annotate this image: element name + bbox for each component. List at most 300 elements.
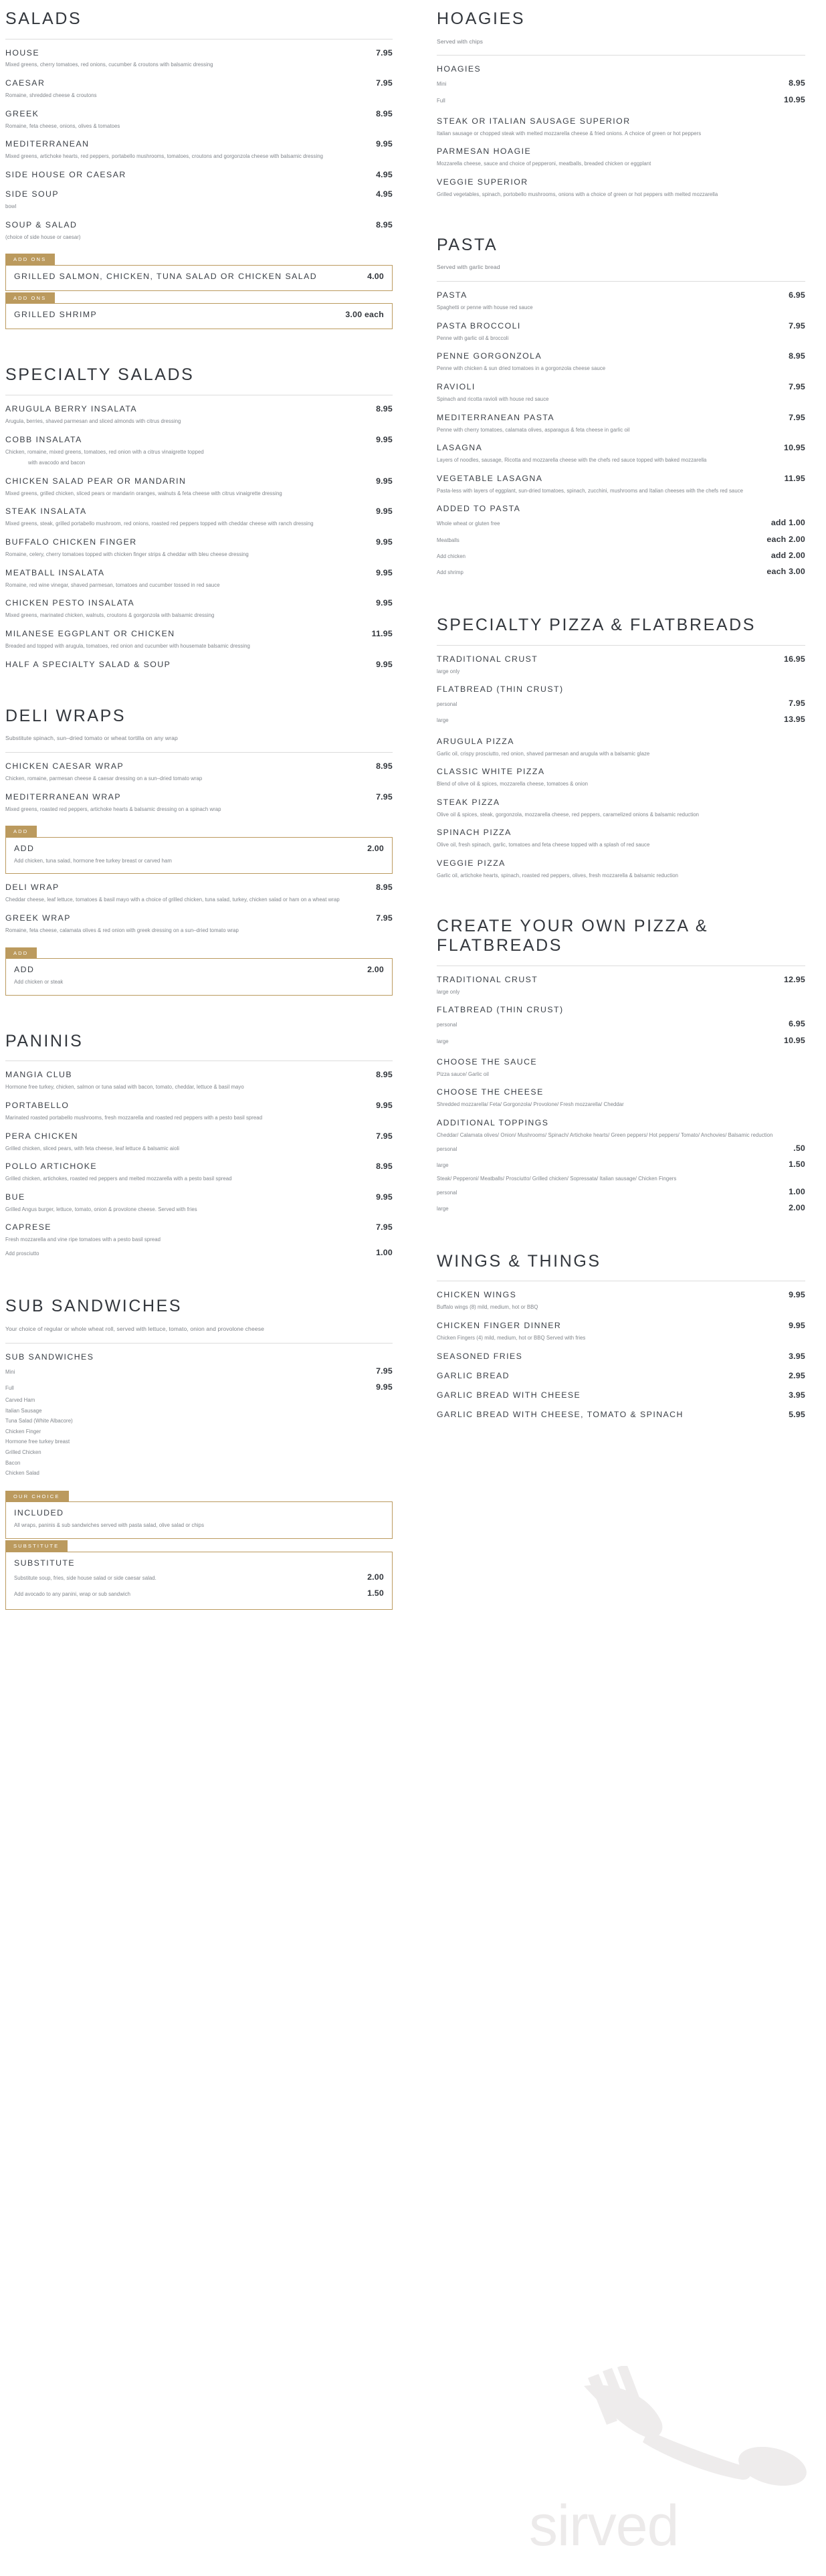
item-price: 11.95 xyxy=(784,473,805,483)
item-price: 8.95 xyxy=(376,883,393,893)
item-description: Hormone free turkey, chicken, salmon or tuna salad with bacon, tomato, cheddar, lettuce & basil mayo xyxy=(5,1084,244,1091)
menu-item[interactable] xyxy=(437,434,805,465)
item-price: 7.95 xyxy=(789,381,805,391)
item-description: Chicken, romaine, mixed greens, tomatoes, red onion with a citrus vinaigrette topped xyxy=(5,448,204,455)
substitute-line xyxy=(14,1569,384,1585)
item-name: MEDITERRANEAN xyxy=(5,139,90,149)
item-name: CAESAR xyxy=(5,78,45,88)
menu-item[interactable] xyxy=(437,108,805,139)
substitute-price: 2.00 xyxy=(367,1572,384,1582)
item-name: SIDE SOUP xyxy=(5,189,60,199)
item-description: Cheddar cheese, leaf lettuce, tomatoes & basil mayo with a choice of grilled chicken, tuna salad, turkey, chicken salad or ham on a wheat wrap xyxy=(5,897,340,903)
size-price: 7.95 xyxy=(376,1366,393,1376)
item-name: CHICKEN WINGS xyxy=(437,1290,517,1300)
item-name: TRADITIONAL CRUST xyxy=(437,654,538,664)
menu-item[interactable] xyxy=(437,373,805,404)
item-name: PASTA xyxy=(437,290,468,300)
item-price: 9.95 xyxy=(789,1290,805,1300)
item-name: CHICKEN PESTO INSALATA xyxy=(5,598,135,608)
item-name: PERA CHICKEN xyxy=(5,1131,78,1141)
item-description: Chicken, romaine, parmesan cheese & caesar dressing on a sun–dried tomato wrap xyxy=(5,775,203,781)
item-name: PENNE GORGONZOLA xyxy=(437,351,542,361)
item-description: Romaine, feta cheese, onions, olives & tomatoes xyxy=(5,122,120,129)
item-description: Penne with chicken & sun dried tomatoes in a gorgonzola cheese sauce xyxy=(437,365,606,372)
item-name: ARUGULA PIZZA xyxy=(437,736,514,746)
substitute-price: 1.50 xyxy=(367,1588,384,1598)
item-description: Mixed greens, artichoke hearts, red peppers, portabello mushrooms, tomatoes, croutons and gorgonzola cheese with balsamic dressing xyxy=(5,153,323,160)
menu-item[interactable] xyxy=(437,1343,805,1362)
option-price: 1.00 xyxy=(376,1248,393,1258)
item-option-row xyxy=(5,1245,393,1261)
item-name: GARLIC BREAD xyxy=(437,1370,510,1380)
callout-tag: ADD xyxy=(5,947,37,959)
item-description: (choice of side house or caesar) xyxy=(5,234,81,240)
section-paninis xyxy=(5,1022,393,1261)
item-name: ADDED TO PASTA xyxy=(437,504,521,514)
menu-item[interactable] xyxy=(14,965,384,987)
option-label: Add prosciutto xyxy=(5,1251,39,1257)
item-name: SEASONED FRIES xyxy=(437,1351,523,1361)
item-name: GRILLED SHRIMP xyxy=(14,310,98,320)
item-price: 7.95 xyxy=(376,913,393,923)
size-label: Full xyxy=(437,97,445,104)
item-description: Garlic oil, artichoke hearts, spinach, roasted red peppers, olives, fresh mozzarella & balsamic reduction xyxy=(437,872,679,879)
item-description: Penne with garlic oil & broccoli xyxy=(437,335,509,341)
item-name: VEGGIE SUPERIOR xyxy=(437,177,528,187)
addon-line xyxy=(437,515,805,531)
item-name: RAVIOLI xyxy=(437,381,476,391)
item-price: 9.95 xyxy=(376,476,393,486)
item-price: 2.00 xyxy=(367,965,384,975)
topping-size-row xyxy=(437,1140,805,1156)
menu-item[interactable] xyxy=(14,310,384,320)
addon-line xyxy=(437,531,805,547)
item-description: large only xyxy=(437,668,460,674)
callout-tag: SUBSTITUTE xyxy=(5,1540,68,1552)
callout-our-choice xyxy=(5,1489,393,1539)
item-name: INCLUDED xyxy=(14,1508,64,1518)
menu-item[interactable] xyxy=(437,646,805,676)
menu-item[interactable] xyxy=(5,181,393,211)
item-description: Pasta-less with layers of eggplant, sun-dried tomatoes, spinach, zucchini, mushrooms and Italian cheeses with the chefs red sauce xyxy=(437,487,744,494)
item-description-cont: with avacodo and bacon xyxy=(28,460,86,466)
callout-add-ons xyxy=(5,252,393,291)
menu-item[interactable] xyxy=(5,70,393,100)
section-title-deli-wraps: DELI WRAPS xyxy=(5,706,126,725)
additional-toppings-group[interactable] xyxy=(437,1109,805,1216)
section-title-paninis: PANINIS xyxy=(5,1031,84,1050)
item-name: CLASSIC WHITE PIZZA xyxy=(437,767,545,777)
menu-item[interactable] xyxy=(5,1153,393,1184)
item-description: Romaine, celery, cherry tomatoes topped with chicken finger strips & cheddar with bleu cheese dressing xyxy=(5,551,249,558)
menu-item[interactable] xyxy=(14,844,384,866)
item-name: FLATBREAD (THIN CRUST) xyxy=(437,1005,564,1015)
section-salads xyxy=(5,0,393,329)
list-item: Hormone free turkey breast xyxy=(5,1439,70,1445)
section-title-wings-things: WINGS & THINGS xyxy=(437,1251,601,1271)
item-name: GREEK WRAP xyxy=(5,913,71,923)
item-description: Garlic oil, crispy prosciutto, red onion, shaved parmesan and arugula with a balsamic glaze xyxy=(437,750,650,757)
topping-size-row xyxy=(437,1156,805,1172)
sub-callouts xyxy=(5,1489,393,1610)
item-price: 10.95 xyxy=(783,443,805,453)
item-name: CHOOSE THE CHEESE xyxy=(437,1087,544,1097)
menu-item[interactable] xyxy=(437,819,805,850)
section-note: Substitute spinach, sun–dried tomato or wheat tortilla on any wrap xyxy=(5,735,178,742)
menu-item[interactable] xyxy=(437,1079,805,1109)
item-name: STEAK INSALATA xyxy=(5,507,87,517)
item-description: Mixed greens, steak, grilled portabello mushroom, red onions, roasted red peppers topped with cheddar cheese with ranch dressing xyxy=(5,521,314,527)
watermark-text: sirved xyxy=(529,2494,679,2558)
addon-label: Add chicken xyxy=(437,553,466,559)
item-price: 7.95 xyxy=(789,412,805,422)
size-label: Full xyxy=(5,1384,14,1391)
item-description: Mixed greens, cherry tomatoes, red onions, cucumber & croutons with balsamic dressing xyxy=(5,62,213,68)
menu-item[interactable] xyxy=(5,498,393,529)
size-price: 9.95 xyxy=(376,1382,393,1392)
item-price: 6.95 xyxy=(789,290,805,300)
added-to-pasta-group[interactable] xyxy=(437,495,805,579)
item-name: CHICKEN CAESAR WRAP xyxy=(5,761,124,771)
item-price: 8.95 xyxy=(376,108,393,118)
item-description: All wraps, paninis & sub sandwiches served with pasta salad, olive salad or chips xyxy=(14,1522,205,1529)
item-name: TRADITIONAL CRUST xyxy=(437,974,538,984)
section-specialty-salads xyxy=(5,356,393,670)
menu-item[interactable] xyxy=(437,312,805,343)
item-price: 4.00 xyxy=(367,271,384,281)
item-description: Fresh mozzarella and vine ripe tomatoes with a pesto basil spread xyxy=(5,1236,161,1243)
section-sub-sandwiches xyxy=(5,1287,393,1610)
substitute-label: Add avocado to any panini, wrap or sub sandwich xyxy=(14,1590,130,1597)
item-price: 11.95 xyxy=(371,628,393,638)
menu-item[interactable] xyxy=(437,1312,805,1343)
item-description: Olive oil & spices, steak, gorgonzola, mozzarella cheese, red peppers, caramelized onions & balsamic reduction xyxy=(437,811,700,818)
item-description: Romaine, feta cheese, calamata olives & red onion with greek dressing on a sun–dried tomato wrap xyxy=(5,927,239,933)
section-note: Your choice of regular or whole wheat roll, served with lettuce, tomato, onion and provolone cheese xyxy=(5,1325,264,1332)
item-description: Mixed greens, marinated chicken, walnuts, croutons & gorgonzola with balsamic dressing xyxy=(5,612,215,619)
item-price: 9.95 xyxy=(376,1100,393,1110)
size-price: 10.95 xyxy=(783,94,805,104)
menu-item[interactable] xyxy=(5,784,393,814)
callout-add xyxy=(5,824,393,874)
item-name: CHICKEN SALAD PEAR OR MANDARIN xyxy=(5,476,187,486)
menu-item[interactable] xyxy=(5,620,393,651)
size-label: personal xyxy=(437,1022,457,1028)
item-size-row xyxy=(437,711,805,727)
item-name: ADD xyxy=(14,843,35,853)
item-price: 8.95 xyxy=(376,219,393,229)
menu-item[interactable] xyxy=(14,1508,384,1530)
item-price: 3.00 each xyxy=(345,310,384,320)
toppings-list-veg: Cheddar/ Calamata olives/ Onion/ Mushrooms/ Spinach/ Artichoke hearts/ Green peppers/ Hot peppers/ Tomato/ Anchovies/ Balsamic reduction xyxy=(437,1131,773,1138)
item-name: ADDITIONAL TOPPINGS xyxy=(437,1117,549,1127)
item-price: 9.95 xyxy=(376,1192,393,1202)
item-price: 8.95 xyxy=(376,1162,393,1172)
item-size-row xyxy=(437,92,805,108)
item-name: PARMESAN HOAGIE xyxy=(437,147,532,157)
addon-price: each 3.00 xyxy=(766,566,805,576)
item-price: 2.95 xyxy=(789,1370,805,1380)
section-title-salads: SALADS xyxy=(5,9,82,28)
item-description: Romaine, shredded cheese & croutons xyxy=(5,92,97,99)
item-price: 9.95 xyxy=(376,507,393,517)
menu-item[interactable] xyxy=(437,1382,805,1401)
item-price: 7.95 xyxy=(376,78,393,88)
item-name: STEAK PIZZA xyxy=(437,797,500,807)
menu-item[interactable] xyxy=(437,404,805,435)
item-description: Chicken Fingers (4) mild, medium, hot or BBQ Served with fries xyxy=(437,1335,586,1342)
list-item: Italian Sausage xyxy=(5,1407,42,1414)
item-name: SIDE HOUSE OR CAESAR xyxy=(5,170,126,179)
item-description: Layers of noodles, sausage, Ricotta and mozzarella cheese with the chefs red sauce topped with baked mozzarella xyxy=(437,457,707,464)
menu-item[interactable] xyxy=(5,161,393,181)
menu-item[interactable] xyxy=(5,211,393,242)
item-description: Arugula, berries, shaved parmesan and sliced almonds with citrus dressing xyxy=(5,418,181,424)
menu-item[interactable] xyxy=(5,1214,393,1261)
addon-price: each 2.00 xyxy=(766,534,805,544)
size-price: 1.00 xyxy=(789,1186,805,1196)
menu-item[interactable] xyxy=(5,874,393,905)
item-description: Add chicken or steak xyxy=(14,979,64,986)
size-label: large xyxy=(437,1162,449,1168)
section-note: Served with garlic bread xyxy=(437,264,500,271)
size-price: 13.95 xyxy=(783,715,805,725)
section-title-specialty-pizza: SPECIALTY PIZZA & FLATBREADS xyxy=(437,616,756,635)
size-price: .50 xyxy=(793,1143,805,1153)
section-deli-wraps xyxy=(5,697,393,996)
item-name: VEGGIE PIZZA xyxy=(437,858,506,868)
item-name: HOAGIES xyxy=(437,64,482,74)
menu-item[interactable] xyxy=(5,1092,393,1123)
item-price: 9.95 xyxy=(376,139,393,149)
section-note: Served with chips xyxy=(437,37,484,45)
item-description: Marinated roasted portabello mushrooms, fresh mozzarella and roasted red peppers with a pesto basil spread xyxy=(5,1114,263,1121)
menu-item[interactable] xyxy=(5,559,393,590)
item-price: 4.95 xyxy=(376,189,393,199)
item-name: GARLIC BREAD WITH CHEESE xyxy=(437,1390,581,1400)
item-name: PASTA BROCCOLI xyxy=(437,320,521,331)
item-name: COBB INSALATA xyxy=(5,434,82,444)
menu-item[interactable] xyxy=(5,905,393,935)
toppings-list-meat: Steak/ Pepperoni/ Meatballs/ Prosciutto/ Grilled chicken/ Sopressata/ Italian sausage/ Chicken Fingers xyxy=(437,1175,677,1182)
menu-item[interactable] xyxy=(437,728,805,759)
section-title-hoagies: HOAGIES xyxy=(437,9,526,28)
item-name: ADD xyxy=(14,965,35,975)
menu-item[interactable] xyxy=(437,996,805,1048)
right-column xyxy=(413,0,825,1610)
menu-item[interactable] xyxy=(14,1558,384,1601)
item-price: 16.95 xyxy=(783,654,805,664)
menu-item[interactable] xyxy=(5,753,393,784)
item-price: 8.95 xyxy=(376,761,393,771)
item-name: MEDITERRANEAN WRAP xyxy=(5,792,121,802)
item-price: 3.95 xyxy=(789,1351,805,1361)
menu-item[interactable] xyxy=(5,39,393,70)
menu-item[interactable] xyxy=(5,529,393,559)
item-name: SPINACH PIZZA xyxy=(437,828,512,838)
section-title-pasta: PASTA xyxy=(437,235,498,254)
item-name: MILANESE EGGPLANT OR CHICKEN xyxy=(5,628,175,638)
list-item: Chicken Finger xyxy=(5,1428,41,1435)
addon-label: Add shrimp xyxy=(437,569,463,575)
item-size-row xyxy=(437,1032,805,1048)
menu-item[interactable] xyxy=(437,1281,805,1312)
menu-item[interactable] xyxy=(437,56,805,107)
size-label: large xyxy=(437,1038,449,1044)
list-item: Carved Ham xyxy=(5,1397,35,1404)
item-description: Mozzarella cheese, sauce and choice of pepperoni, meatballs, breaded chicken or eggplant xyxy=(437,161,651,167)
list-item: Grilled Chicken xyxy=(5,1449,41,1455)
size-price: 6.95 xyxy=(789,1019,805,1029)
menu-item[interactable] xyxy=(437,282,805,312)
section-create-your-own-pizza xyxy=(437,907,805,1216)
item-name: POLLO ARTICHOKE xyxy=(5,1162,98,1172)
menu-item[interactable] xyxy=(437,758,805,789)
item-name: FLATBREAD (THIN CRUST) xyxy=(437,684,564,695)
item-description: Add chicken, tuna salad, hormone free turkey breast or carved ham xyxy=(14,857,172,864)
item-description: bowl xyxy=(5,203,17,209)
item-price: 8.95 xyxy=(376,1070,393,1080)
item-description: Spaghetti or penne with house red sauce xyxy=(437,304,533,310)
menu-item[interactable] xyxy=(14,272,384,282)
menu-item[interactable] xyxy=(437,676,805,727)
menu-item[interactable] xyxy=(5,468,393,498)
menu-item[interactable] xyxy=(5,130,393,161)
section-wings-things xyxy=(437,1243,805,1420)
menu-item[interactable] xyxy=(5,1123,393,1154)
item-description: Shredded mozzarella/ Feta/ Gorgonzola/ Provolone/ Fresh mozzarella/ Cheddar xyxy=(437,1101,624,1108)
item-price: 8.95 xyxy=(376,403,393,413)
item-name: SUB SANDWICHES xyxy=(5,1352,94,1362)
item-description: Grilled Angus burger, lettuce, tomato, onion & provolone cheese. Served with fries xyxy=(5,1206,197,1212)
item-price: 4.95 xyxy=(376,170,393,179)
section-title-sub-sandwiches: SUB SANDWICHES xyxy=(5,1297,183,1316)
item-description: Grilled chicken, sliced pears, with feta cheese, leaf lettuce & balsamic aioli xyxy=(5,1145,180,1152)
item-price: 9.95 xyxy=(376,434,393,444)
section-pasta xyxy=(437,226,805,580)
size-price: 2.00 xyxy=(789,1202,805,1212)
item-name: CAPRESE xyxy=(5,1222,51,1232)
item-description: Blend of olive oil & spices, mozzarella cheese, tomatoes & onion xyxy=(437,781,588,788)
item-name: STEAK OR ITALIAN SAUSAGE SUPERIOR xyxy=(437,116,631,126)
item-size-row xyxy=(437,1016,805,1032)
item-size-row xyxy=(437,75,805,91)
menu-item[interactable] xyxy=(437,850,805,881)
item-description: Romaine, red wine vinegar, shaved parmesan, tomatoes and cucumber tossed in red sauce xyxy=(5,581,220,588)
size-label: large xyxy=(437,1205,449,1212)
addon-label: Meatballs xyxy=(437,537,459,543)
menu-item[interactable] xyxy=(437,138,805,169)
menu-item[interactable] xyxy=(437,169,805,199)
callout-tag: ADD ONS xyxy=(5,254,55,266)
item-name: MEDITERRANEAN PASTA xyxy=(437,412,555,422)
size-label: Mini xyxy=(5,1368,15,1375)
item-name: GRILLED SALMON, CHICKEN, TUNA SALAD OR CHICKEN SALAD xyxy=(14,271,318,281)
left-column xyxy=(0,0,413,1610)
item-name: GARLIC BREAD WITH CHEESE, TOMATO & SPINACH xyxy=(437,1409,684,1419)
item-name: DELI WRAP xyxy=(5,883,60,893)
item-name: MANGIA CLUB xyxy=(5,1070,72,1080)
section-title-specialty-salads: SPECIALTY SALADS xyxy=(5,365,195,385)
menu-item[interactable] xyxy=(5,1061,393,1092)
menu-item[interactable] xyxy=(5,100,393,131)
item-price: 9.95 xyxy=(376,567,393,577)
addon-price: add 1.00 xyxy=(770,518,805,528)
list-item: Chicken Salad xyxy=(5,1470,39,1477)
menu-item[interactable] xyxy=(437,465,805,496)
item-price: 7.95 xyxy=(376,792,393,802)
item-price: 12.95 xyxy=(783,974,805,984)
item-description: Mixed greens, grilled chicken, sliced pears or mandarin oranges, walnuts & feta cheese with citrus vinaigrette dressing xyxy=(5,490,282,496)
item-price: 9.95 xyxy=(376,537,393,547)
item-name: HALF A SPECIALTY SALAD & SOUP xyxy=(5,659,171,669)
add-ons-group xyxy=(5,252,393,329)
menu-item[interactable] xyxy=(5,589,393,620)
item-name: LASAGNA xyxy=(437,443,483,453)
list-item: Bacon xyxy=(5,1459,21,1466)
size-price: 1.50 xyxy=(789,1159,805,1169)
menu-item[interactable] xyxy=(437,966,805,997)
menu-item[interactable] xyxy=(437,1362,805,1382)
item-price: 7.95 xyxy=(789,320,805,331)
item-description: Grilled chicken, artichokes, roasted red peppers and melted mozzarella with a pesto basil spread xyxy=(5,1176,232,1182)
item-description: Penne with cherry tomatoes, calamata olives, asparagus & feta cheese in garlic oil xyxy=(437,426,630,433)
item-size-row xyxy=(5,1363,393,1379)
item-description: Italian sausage or chopped steak with melted mozzarella cheese & fried onions. A choice of green or hot peppers xyxy=(437,130,702,136)
size-label: large xyxy=(437,717,449,724)
item-price: 7.95 xyxy=(376,1222,393,1232)
menu-item[interactable] xyxy=(437,343,805,373)
item-name: PORTABELLO xyxy=(5,1100,70,1110)
item-price: 7.95 xyxy=(376,48,393,58)
menu-item[interactable] xyxy=(5,1184,393,1214)
item-price: 3.95 xyxy=(789,1390,805,1400)
menu-item[interactable] xyxy=(437,789,805,820)
item-price: 5.95 xyxy=(789,1409,805,1419)
menu-item[interactable] xyxy=(5,395,393,426)
fork-spoon-icon xyxy=(584,2366,811,2492)
item-description: Pizza sauce/ Garlic oil xyxy=(437,1071,489,1077)
section-title-create-your-own: CREATE YOUR OWN PIZZA & FLATBREADS xyxy=(437,916,709,955)
menu-item[interactable] xyxy=(5,651,393,670)
size-label: personal xyxy=(437,1189,457,1196)
item-name: CHOOSE THE SAUCE xyxy=(437,1056,538,1067)
item-name: BUFFALO CHICKEN FINGER xyxy=(5,537,137,547)
item-description: large only xyxy=(437,988,460,995)
item-name: GREEK xyxy=(5,108,39,118)
size-price: 8.95 xyxy=(789,78,805,88)
menu-item[interactable] xyxy=(5,1344,393,1479)
menu-item[interactable] xyxy=(437,1401,805,1420)
menu-item[interactable] xyxy=(5,426,393,468)
addon-label: Whole wheat or gluten free xyxy=(437,521,500,527)
topping-size-row xyxy=(437,1200,805,1216)
size-label: personal xyxy=(437,701,457,708)
callout-tag: ADD ONS xyxy=(5,292,55,304)
size-price: 7.95 xyxy=(789,699,805,709)
item-price: 9.95 xyxy=(376,598,393,608)
callout-add xyxy=(5,946,393,996)
item-description: Breaded and topped with arugula, tomatoes, red onion and cucumber with housemate balsamic dressing xyxy=(5,642,250,649)
menu-item[interactable] xyxy=(437,1048,805,1079)
callout-tag: ADD xyxy=(5,826,37,838)
item-size-row xyxy=(5,1379,393,1395)
callout-substitute xyxy=(5,1539,393,1610)
addon-line xyxy=(437,547,805,563)
item-size-row xyxy=(437,695,805,711)
item-name: VEGETABLE LASAGNA xyxy=(437,473,543,483)
item-name: MEATBALL INSALATA xyxy=(5,567,105,577)
